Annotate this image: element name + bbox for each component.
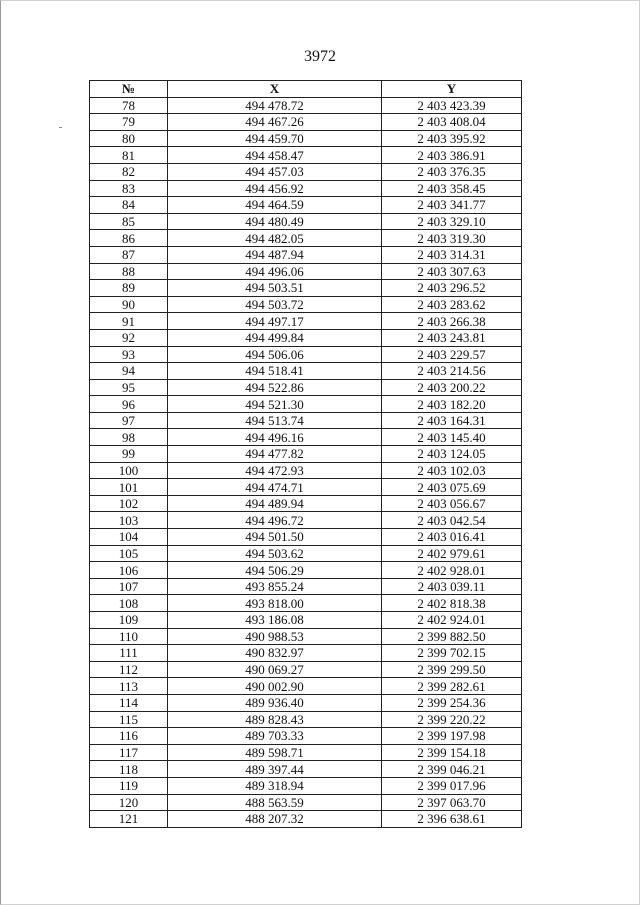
y-coordinate-cell: 2 403 039.11	[382, 578, 522, 595]
table-row	[90, 462, 522, 479]
point-number-cell: 90	[90, 296, 168, 313]
y-coordinate-cell: 2 402 979.61	[382, 545, 522, 562]
x-coordinate-cell: 494 480.49	[168, 213, 382, 230]
point-number-cell: 95	[90, 379, 168, 396]
table-row	[90, 412, 522, 429]
table-row	[90, 163, 522, 180]
y-coordinate-cell: 2 399 017.96	[382, 777, 522, 794]
x-coordinate-cell: 494 501.50	[168, 529, 382, 546]
point-number-cell: 108	[90, 595, 168, 612]
table-row	[90, 180, 522, 197]
y-coordinate-cell: 2 403 296.52	[382, 280, 522, 297]
y-coordinate-cell: 2 403 358.45	[382, 180, 522, 197]
table-row	[90, 744, 522, 761]
x-coordinate-cell: 494 478.72	[168, 97, 382, 114]
point-number-cell: 97	[90, 412, 168, 429]
point-number-cell: 109	[90, 612, 168, 629]
x-coordinate-cell: 494 474.71	[168, 479, 382, 496]
y-coordinate-cell: 2 399 154.18	[382, 744, 522, 761]
x-coordinate-cell: 494 503.72	[168, 296, 382, 313]
table-row	[90, 147, 522, 164]
table-row	[90, 329, 522, 346]
table-row	[90, 628, 522, 645]
point-number-cell: 104	[90, 529, 168, 546]
page-number: 3972	[304, 48, 336, 65]
table-row	[90, 694, 522, 711]
table-row	[90, 512, 522, 529]
y-coordinate-cell: 2 403 164.31	[382, 412, 522, 429]
point-number-cell: 84	[90, 197, 168, 214]
table-row	[90, 296, 522, 313]
y-coordinate-cell: 2 403 329.10	[382, 213, 522, 230]
y-coordinate-cell: 2 396 638.61	[382, 811, 522, 828]
table-row	[90, 346, 522, 363]
x-coordinate-cell: 490 002.90	[168, 678, 382, 695]
point-number-cell: 102	[90, 495, 168, 512]
point-number-cell: 118	[90, 761, 168, 778]
y-coordinate-cell: 2 399 282.61	[382, 678, 522, 695]
table-row	[90, 313, 522, 330]
point-number-cell: 107	[90, 578, 168, 595]
point-number-cell: 100	[90, 462, 168, 479]
table-row	[90, 396, 522, 413]
y-coordinate-cell: 2 399 220.22	[382, 711, 522, 728]
y-coordinate-cell: 2 403 319.30	[382, 230, 522, 247]
point-number-cell: 81	[90, 147, 168, 164]
y-coordinate-cell: 2 397 063.70	[382, 794, 522, 811]
x-coordinate-cell: 494 506.06	[168, 346, 382, 363]
y-coordinate-cell: 2 402 928.01	[382, 562, 522, 579]
y-coordinate-cell: 2 402 818.38	[382, 595, 522, 612]
y-coordinate-cell: 2 403 124.05	[382, 446, 522, 463]
point-number-cell: 80	[90, 130, 168, 147]
point-number-cell: 99	[90, 446, 168, 463]
point-number-cell: 88	[90, 263, 168, 280]
y-coordinate-cell: 2 399 882.50	[382, 628, 522, 645]
x-coordinate-cell: 494 513.74	[168, 412, 382, 429]
point-number-cell: 96	[90, 396, 168, 413]
y-coordinate-cell: 2 403 376.35	[382, 163, 522, 180]
x-coordinate-cell: 490 988.53	[168, 628, 382, 645]
x-coordinate-cell: 488 563.59	[168, 794, 382, 811]
table-row	[90, 263, 522, 280]
y-coordinate-cell: 2 399 046.21	[382, 761, 522, 778]
x-coordinate-cell: 494 464.59	[168, 197, 382, 214]
y-coordinate-cell: 2 403 102.03	[382, 462, 522, 479]
header-row	[90, 81, 522, 98]
y-coordinate-cell: 2 403 386.91	[382, 147, 522, 164]
y-coordinate-cell: 2 403 214.56	[382, 363, 522, 380]
x-coordinate-cell: 493 818.00	[168, 595, 382, 612]
point-number-cell: 82	[90, 163, 168, 180]
x-coordinate-cell: 494 522.86	[168, 379, 382, 396]
point-number-cell: 110	[90, 628, 168, 645]
table-row	[90, 728, 522, 745]
table-row	[90, 578, 522, 595]
y-coordinate-cell: 2 403 042.54	[382, 512, 522, 529]
scan-mark	[59, 127, 62, 128]
point-number-cell: 93	[90, 346, 168, 363]
x-coordinate-cell: 494 503.51	[168, 280, 382, 297]
y-coordinate-cell: 2 403 283.62	[382, 296, 522, 313]
x-coordinate-cell: 494 472.93	[168, 462, 382, 479]
point-number-cell: 117	[90, 744, 168, 761]
table-row	[90, 230, 522, 247]
x-coordinate-cell: 494 518.41	[168, 363, 382, 380]
point-number-cell: 92	[90, 329, 168, 346]
x-coordinate-cell: 494 482.05	[168, 230, 382, 247]
x-coordinate-cell: 494 489.94	[168, 495, 382, 512]
table-row	[90, 197, 522, 214]
table-row	[90, 811, 522, 828]
table-row	[90, 479, 522, 496]
point-number-cell: 113	[90, 678, 168, 695]
y-coordinate-cell: 2 403 408.04	[382, 114, 522, 131]
x-coordinate-cell: 489 936.40	[168, 694, 382, 711]
x-coordinate-cell: 494 506.29	[168, 562, 382, 579]
table-header	[90, 81, 522, 98]
point-number-cell: 83	[90, 180, 168, 197]
x-coordinate-cell: 494 477.82	[168, 446, 382, 463]
x-coordinate-cell: 489 318.94	[168, 777, 382, 794]
table-row	[90, 711, 522, 728]
y-coordinate-cell: 2 399 197.98	[382, 728, 522, 745]
x-coordinate-cell: 494 499.84	[168, 329, 382, 346]
table-row	[90, 562, 522, 579]
table-row	[90, 429, 522, 446]
y-coordinate-cell: 2 403 307.63	[382, 263, 522, 280]
point-number-cell: 87	[90, 246, 168, 263]
point-number-cell: 115	[90, 711, 168, 728]
table-row	[90, 280, 522, 297]
y-coordinate-cell: 2 403 200.22	[382, 379, 522, 396]
table-row	[90, 246, 522, 263]
x-coordinate-cell: 489 397.44	[168, 761, 382, 778]
point-number-cell: 89	[90, 280, 168, 297]
table-row	[90, 777, 522, 794]
y-coordinate-cell: 2 403 423.39	[382, 97, 522, 114]
table-body	[90, 97, 522, 827]
point-number-cell: 86	[90, 230, 168, 247]
x-coordinate-cell: 494 496.72	[168, 512, 382, 529]
table-row	[90, 213, 522, 230]
point-number-cell: 91	[90, 313, 168, 330]
table-row	[90, 661, 522, 678]
point-number-cell: 101	[90, 479, 168, 496]
y-coordinate-cell: 2 403 075.69	[382, 479, 522, 496]
point-number-cell: 85	[90, 213, 168, 230]
y-coordinate-cell: 2 399 254.36	[382, 694, 522, 711]
y-coordinate-cell: 2 403 182.20	[382, 396, 522, 413]
point-number-cell: 119	[90, 777, 168, 794]
x-coordinate-cell: 488 207.32	[168, 811, 382, 828]
coordinates-table	[89, 80, 522, 828]
column-header-y: Y	[382, 81, 522, 98]
table-row	[90, 529, 522, 546]
table-row	[90, 595, 522, 612]
x-coordinate-cell: 489 703.33	[168, 728, 382, 745]
y-coordinate-cell: 2 403 243.81	[382, 329, 522, 346]
table-row	[90, 612, 522, 629]
table-row	[90, 363, 522, 380]
x-coordinate-cell: 490 069.27	[168, 661, 382, 678]
point-number-cell: 116	[90, 728, 168, 745]
point-number-cell: 121	[90, 811, 168, 828]
y-coordinate-cell: 2 403 056.67	[382, 495, 522, 512]
x-coordinate-cell: 493 186.08	[168, 612, 382, 629]
x-coordinate-cell: 489 828.43	[168, 711, 382, 728]
table-row	[90, 114, 522, 131]
x-coordinate-cell: 494 521.30	[168, 396, 382, 413]
table-row	[90, 379, 522, 396]
x-coordinate-cell: 494 459.70	[168, 130, 382, 147]
point-number-cell: 105	[90, 545, 168, 562]
x-coordinate-cell: 493 855.24	[168, 578, 382, 595]
x-coordinate-cell: 494 457.03	[168, 163, 382, 180]
y-coordinate-cell: 2 403 145.40	[382, 429, 522, 446]
point-number-cell: 103	[90, 512, 168, 529]
x-coordinate-cell: 494 467.26	[168, 114, 382, 131]
table-row	[90, 545, 522, 562]
y-coordinate-cell: 2 403 314.31	[382, 246, 522, 263]
x-coordinate-cell: 494 497.17	[168, 313, 382, 330]
point-number-cell: 78	[90, 97, 168, 114]
x-coordinate-cell: 494 496.16	[168, 429, 382, 446]
y-coordinate-cell: 2 403 266.38	[382, 313, 522, 330]
column-header-x: X	[168, 81, 382, 98]
point-number-cell: 94	[90, 363, 168, 380]
point-number-cell: 111	[90, 645, 168, 662]
y-coordinate-cell: 2 403 229.57	[382, 346, 522, 363]
y-coordinate-cell: 2 399 702.15	[382, 645, 522, 662]
table-row	[90, 446, 522, 463]
table-row	[90, 761, 522, 778]
table-row	[90, 794, 522, 811]
point-number-cell: 114	[90, 694, 168, 711]
x-coordinate-cell: 494 456.92	[168, 180, 382, 197]
x-coordinate-cell: 489 598.71	[168, 744, 382, 761]
point-number-cell: 106	[90, 562, 168, 579]
y-coordinate-cell: 2 399 299.50	[382, 661, 522, 678]
point-number-cell: 98	[90, 429, 168, 446]
column-header-number: №	[90, 81, 168, 98]
table-row	[90, 97, 522, 114]
x-coordinate-cell: 494 503.62	[168, 545, 382, 562]
x-coordinate-cell: 494 458.47	[168, 147, 382, 164]
table-row	[90, 495, 522, 512]
y-coordinate-cell: 2 403 341.77	[382, 197, 522, 214]
y-coordinate-cell: 2 403 395.92	[382, 130, 522, 147]
point-number-cell: 112	[90, 661, 168, 678]
x-coordinate-cell: 494 496.06	[168, 263, 382, 280]
point-number-cell: 79	[90, 114, 168, 131]
table-row	[90, 130, 522, 147]
y-coordinate-cell: 2 403 016.41	[382, 529, 522, 546]
x-coordinate-cell: 494 487.94	[168, 246, 382, 263]
table-row	[90, 645, 522, 662]
y-coordinate-cell: 2 402 924.01	[382, 612, 522, 629]
point-number-cell: 120	[90, 794, 168, 811]
table-row	[90, 678, 522, 695]
x-coordinate-cell: 490 832.97	[168, 645, 382, 662]
